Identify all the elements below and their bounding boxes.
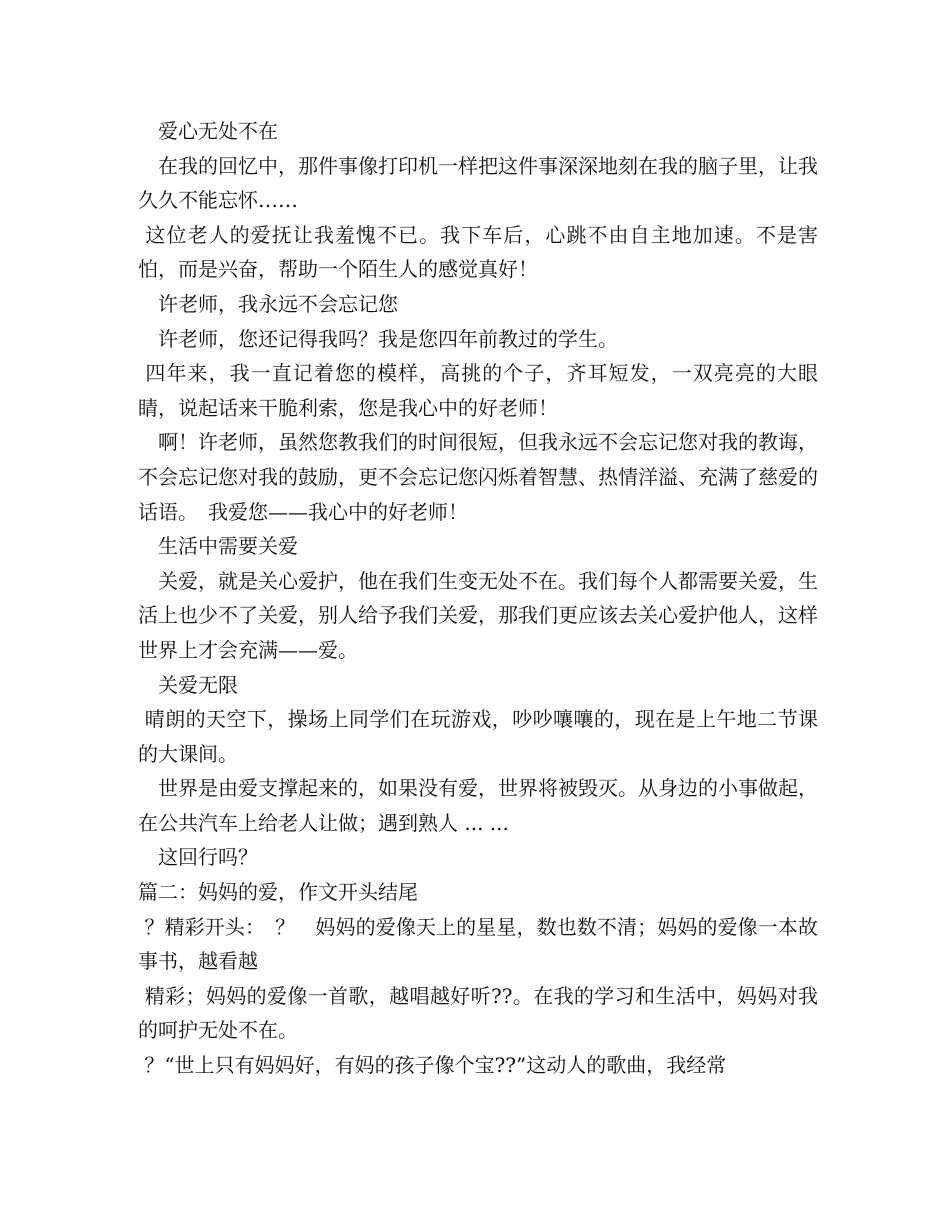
document-body <box>138 114 818 1083</box>
paragraph: 精彩；妈妈的爱像一首歌，越唱越好听??。在我的学习和生活中，妈妈对我的呵护无处不在。 <box>138 983 818 1043</box>
paragraph: 这位老人的爱抚让我羞愧不已。我下车后，心跳不由自主地加速。不是害怕，而是兴奋，帮助一个陌生人的感觉真好！ <box>138 222 819 282</box>
paragraph: 关爱，就是关心爱护，他在我们生变无处不在。我们每个人都需要关爱，生活上也少不了关爱，别人给予我们关爱，那我们更应该去关心爱护他人，这样世界上才会充满——爱。 <box>138 568 818 662</box>
chapter-heading: 篇二：妈妈的爱，作文开头结尾 <box>138 880 418 905</box>
paragraph: ？精彩开头： ？ 妈妈的爱像天上的星星，数也数不清；妈妈的爱像一本故事书，越看越 <box>138 914 819 974</box>
paragraph: 在我的回忆中，那件事像打印机一样把这件事深深地刻在我的脑子里，让我久久不能忘怀…… <box>138 153 818 213</box>
section-title: 爱心无处不在 <box>138 119 278 143</box>
section-title: 许老师，我永远不会忘记您 <box>138 291 398 316</box>
paragraph: 许老师，您还记得我吗？我是您四年前教过的学生。 <box>138 326 618 351</box>
paragraph: 世界是由爱支撑起来的，如果没有爱，世界将被毁灭。从身边的小事做起，在公共汽车上给老人让做；遇到熟人 ... ... <box>138 776 818 835</box>
paragraph: 这回行吗？ <box>138 845 258 870</box>
section-title: 关爱无限 <box>138 672 238 697</box>
paragraph: 啊！许老师，虽然您教我们的时间很短，但我永远不会忘记您对我的教诲，不会忘记您对我的鼓励，更不会忘记您闪烁着智慧、热情洋溢、充满了慈爱的话语。 我爱您——我心中的好老师！ <box>138 430 818 524</box>
paragraph: 晴朗的天空下，操场上同学们在玩游戏，吵吵嚷嚷的，现在是上午地二节课的大课间。 <box>138 707 819 766</box>
section-title: 生活中需要关爱 <box>138 534 298 559</box>
paragraph: 四年来，我一直记着您的模样，高挑的个子，齐耳短发，一双亮亮的大眼睛，说起话来干脆利索，您是我心中的好老师！ <box>138 361 819 420</box>
paragraph: ？“世上只有妈妈好，有妈的孩子像个宝??”这动人的歌曲，我经常 <box>138 1053 727 1078</box>
